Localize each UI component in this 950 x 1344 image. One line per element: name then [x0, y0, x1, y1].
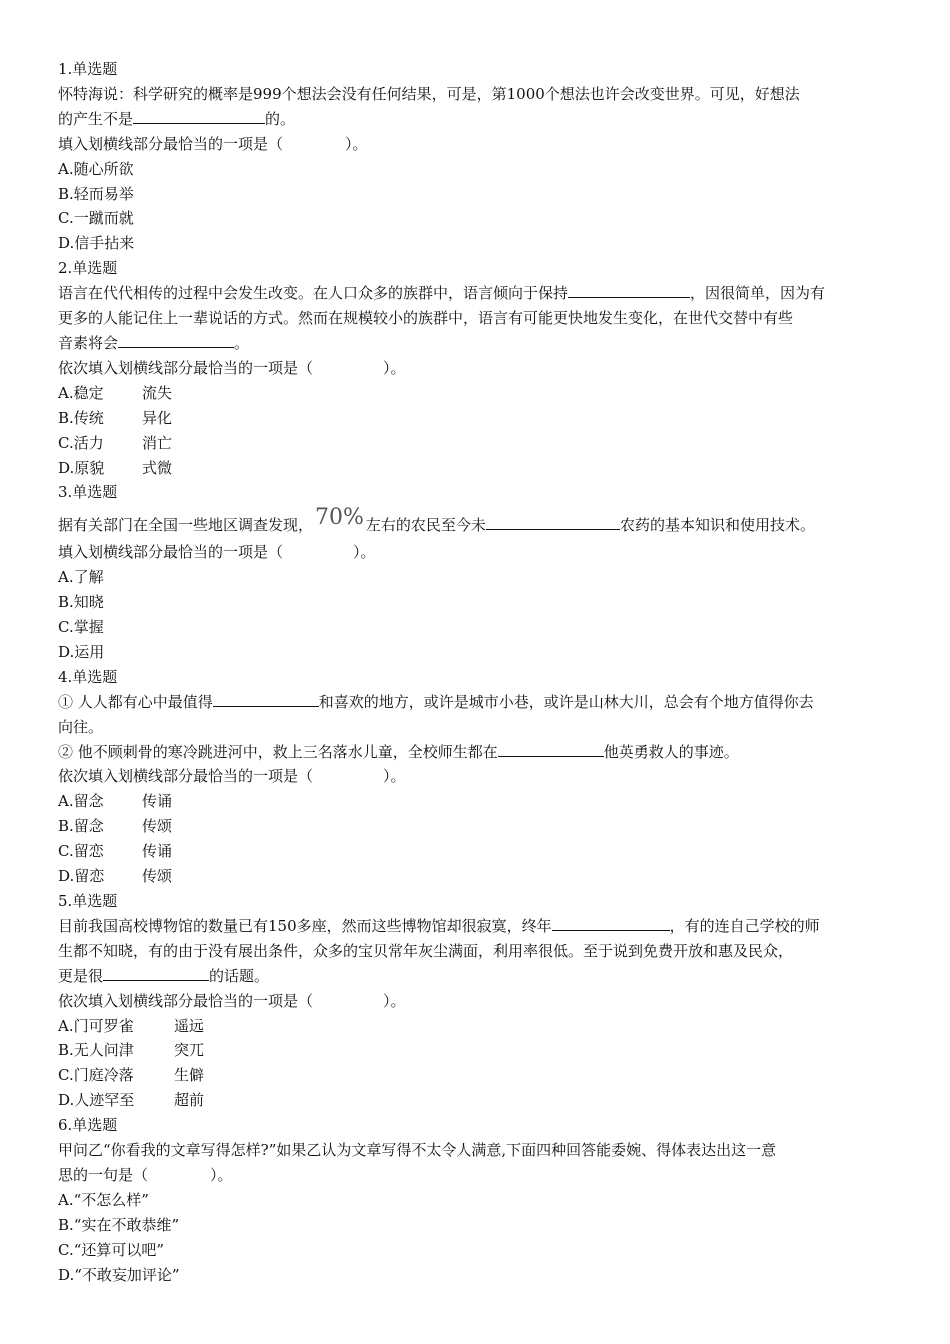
q3-option-b[interactable]: B.知晓	[58, 593, 104, 612]
q5-stem-line3: 更是很 的话题。	[58, 966, 270, 985]
q5-type: 5.单选题	[58, 892, 118, 910]
q6-option-a[interactable]: A.“不怎么样”	[58, 1190, 149, 1209]
q4-type: 4.单选题	[58, 667, 118, 686]
q4-option-a[interactable]: A.留念 传诵	[58, 792, 173, 811]
q3-percent: 70%	[315, 505, 364, 531]
q2-option-d[interactable]: D.原貌 式微	[58, 458, 173, 477]
q2-option-c[interactable]: C.活力 消亡	[58, 433, 173, 452]
q2-stem-line3: 音素将会 。	[58, 333, 250, 352]
q2-stem-line1: 语言在代代相传的过程中会发生改变。在人口众多的族群中，语言倾向于保持 ，因很简单，因为有	[58, 284, 826, 303]
q2-stem-line2: 更多的人能记住上一辈说话的方式。然而在规模较小的族群中，语言有可能更快地发生变化，在世代交替中有些	[58, 309, 794, 328]
q4-option-d[interactable]: D.留恋 传颂	[58, 867, 173, 886]
q5-option-d[interactable]: D.人迹罕至 超前	[58, 1091, 205, 1110]
q6-type: 6.单选题	[58, 1116, 118, 1135]
q6-option-c[interactable]: C.“还算可以吧”	[58, 1240, 165, 1259]
q3-option-c[interactable]: C.掌握	[58, 618, 104, 637]
document-body	[58, 57, 896, 1288]
q2-blank-1	[568, 282, 690, 298]
q4-sentence1-line2: 向往。	[58, 717, 104, 736]
q1-option-b[interactable]: B.轻而易举	[58, 184, 134, 203]
q1-stem-line1: 怀特海说：科学研究的概率是999个想法会没有任何结果，可是，第1000个想法也许会改变世界。可见，好想法	[58, 84, 800, 103]
q5-prompt: 依次填入划横线部分最恰当的一项是（ ）。	[58, 991, 406, 1010]
q4-blank-2	[498, 741, 604, 757]
q6-stem-line2: 思的一句是（ ）。	[58, 1165, 233, 1184]
q2-option-b[interactable]: B.传统 异化	[58, 408, 173, 427]
q6-option-b[interactable]: B.“实在不敢恭维”	[58, 1215, 180, 1234]
q4-sentence2: ② 他不顾刺骨的寒冷跳进河中，救上三名落水儿童，全校师生都在 他英勇救人的事迹。	[58, 742, 739, 761]
q5-stem-line2: 生都不知晓，有的由于没有展出条件，众多的宝贝常年灰尘满面，利用率很低。至于说到免费开放和惠及民众，	[58, 941, 794, 960]
q1-prompt: 填入划横线部分最恰当的一项是（ ）。	[58, 134, 368, 153]
q1-blank	[133, 108, 265, 124]
q4-prompt: 依次填入划横线部分最恰当的一项是（ ）。	[58, 767, 406, 786]
q1-stem-line2: 的产生不是 的。	[58, 109, 296, 128]
q1-option-a[interactable]: A.随心所欲	[58, 159, 134, 178]
q2-option-a[interactable]: A.稳定 流失	[58, 383, 173, 402]
q3-option-d[interactable]: D.运用	[58, 642, 105, 661]
q3-option-a[interactable]: A.了解	[58, 568, 104, 587]
q3-blank	[486, 514, 620, 530]
q3-type: 3.单选题	[58, 483, 118, 502]
q3-prompt: 填入划横线部分最恰当的一项是（ ）。	[58, 543, 376, 562]
q5-blank-1	[552, 915, 670, 931]
q4-sentence1-line1: ① 人人都有心中最值得 和喜欢的地方，或许是城市小巷，或许是山林大川，总会有个地方值得你去	[58, 692, 814, 711]
q4-option-c[interactable]: C.留恋 传诵	[58, 842, 173, 861]
q1-type: 1.单选题	[58, 60, 118, 78]
q3-stem: 据有关部门在全国一些地区调查发现，70% 左右的农民至今未 农药的基本知识和使用技术。	[58, 505, 815, 535]
q1-option-c[interactable]: C.一蹴而就	[58, 209, 134, 228]
q2-prompt: 依次填入划横线部分最恰当的一项是（ ）。	[58, 358, 406, 377]
q5-option-c[interactable]: C.门庭冷落 生僻	[58, 1066, 205, 1085]
q2-blank-2	[118, 332, 234, 348]
q5-option-b[interactable]: B.无人问津 突兀	[58, 1041, 205, 1060]
q6-option-d[interactable]: D.“不敢妄加评论”	[58, 1265, 180, 1284]
q5-option-a[interactable]: A.门可罗雀 遥远	[58, 1016, 205, 1035]
q4-option-b[interactable]: B.留念 传颂	[58, 817, 173, 836]
q2-type: 2.单选题	[58, 259, 118, 278]
q1-option-d[interactable]: D.信手拈来	[58, 234, 135, 253]
q5-stem-line1: 目前我国高校博物馆的数量已有150多座，然而这些博物馆却很寂寞，终年 ，有的连自己学校的师	[58, 916, 820, 935]
q6-stem-line1: 甲问乙“你看我的文章写得怎样?”如果乙认为文章写得不太令人满意,下面四种回答能委婉、得体表达出这一意	[58, 1141, 777, 1160]
q5-blank-2	[103, 965, 209, 981]
q4-blank-1	[213, 691, 319, 707]
